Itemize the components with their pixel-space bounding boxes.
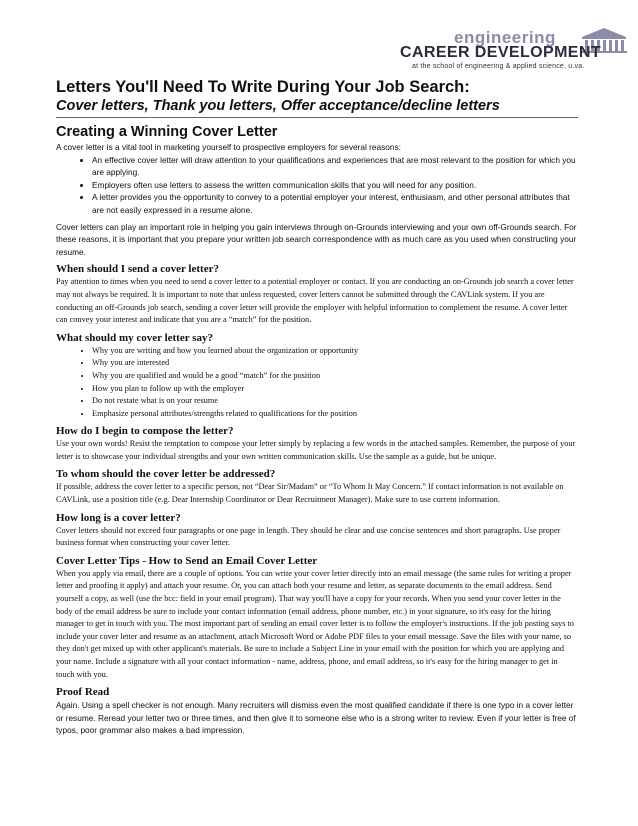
section-proof-read bbox=[56, 686, 578, 737]
section-paragraph: Pay attention to times when you need to send a cover letter to a potential employer or contact. If you are conducting an on-Grounds job search a cover letter may not always be required. It is important to note that unless requested, cover letters cannot be submitted through the CAVLink system. If you are conducting an off-Grounds job search, sending a cover letter will provide the employer with helpful information to complement the resume. A cover letter can convey your interest and indicate that you are a “match” for the position. bbox=[56, 277, 574, 325]
section-paragraph: When you apply via email, there are a couple of options. You can write your cover letter directly into an email message (the same rules for writing a proper letter and proofing it apply) and attach your resume. Or, you can attach both your resume and letter, as separate documents to the email address. Send yourself a copy, as well (use the bcc: field in your email program). That way you'll have a copy for your records. When you send your cover letter in the body of the email address be sure to include your contact information (email address, phone number, etc.) in your signature, so it's easy for the hiring manager to get in touch with you. The most important part of sending an email cover letter is to follow the employer's instructions. If the job posting says to include your cover letter and resume as an attachment, attach Microsoft Word or Adobe PDF files to your email message. Save the files with your name, so they don't get mixed up with other applicant's materials. Be sure to include a Subject Line in your email with the position for which you are applying and your name. Include a signature with all your contact information - name, address, phone, and email address, so it's easy for the hiring manager to get in touch with you. bbox=[56, 568, 574, 679]
section-heading: Creating a Winning Cover Letter bbox=[56, 124, 278, 140]
section-heading: Proof Read bbox=[56, 686, 110, 699]
list-item: • Do not restate what is on your resume bbox=[92, 395, 578, 408]
section-intro: A cover letter is a vital tool in marketing yourself to prospective employers for several reasons: bbox=[56, 142, 401, 152]
page-title: Letters You'll Need To Write During Your Job Search: bbox=[56, 78, 470, 96]
section-paragraph: Cover letters can play an important role in helping you gain interviews through on-Grounds interviewing and your own off-Grounds search. For these reasons, it is important that you prepare your written job search correspondence with as much care as you used when constructing your resume. bbox=[56, 221, 577, 257]
section-addressee bbox=[56, 468, 578, 506]
career-development-logo bbox=[394, 30, 634, 78]
reasons-list bbox=[56, 154, 578, 217]
list-item: • Emphasize personal attributes/strengths related to qualifications for the position bbox=[92, 408, 578, 421]
section-paragraph: If possible, address the cover letter to a specific person, not “Dear Sir/Madam” or “To Whom It May Concern.” If contact information is not available on CAVLink, use a position title (e.g. Dear Internship Coordinator or Dear Recruitment Manager). Make sure to use current information. bbox=[56, 482, 564, 505]
logo-line-career-development: CAREER DEVELOPMENT bbox=[400, 44, 601, 61]
content-list bbox=[56, 345, 578, 421]
section-paragraph: Cover letters should not exceed four paragraphs or one page in length. They should be clear and use concise sentences and short paragraphs. Use proper business format when constructing your cover letter. bbox=[56, 525, 561, 548]
section-heading: How long is a cover letter? bbox=[56, 511, 181, 524]
section-paragraph: Again. Using a spell checker is not enough. Many recruiters will dismiss even the most qualified candidate if there is one typo in a cover letter or resume. Reread your letter two or three times, and then give it to someone else who is a strong writer to review. Even if your letter is free of typos, poor grammar also makes a bad impression. bbox=[56, 700, 576, 736]
section-heading: How do I begin to compose the letter? bbox=[56, 425, 234, 438]
page-subtitle: Cover letters, Thank you letters, Offer acceptance/decline letters bbox=[56, 98, 500, 114]
section-when-to-send bbox=[56, 263, 578, 326]
list-item: • Why you are qualified and would be a good “match” for the position bbox=[92, 370, 578, 383]
document-body bbox=[56, 124, 578, 737]
logo-line-engineering: engineering bbox=[454, 28, 556, 47]
section-heading: When should I send a cover letter? bbox=[56, 263, 219, 276]
logo-line-school: at the school of engineering & applied science, u.va. bbox=[412, 63, 585, 70]
section-length bbox=[56, 512, 578, 550]
section-how-to-begin bbox=[56, 425, 578, 463]
section-email-tips bbox=[56, 555, 578, 681]
section-winning-cover-letter bbox=[56, 124, 578, 258]
title-divider bbox=[56, 117, 578, 118]
section-heading: To whom should the cover letter be addressed? bbox=[56, 468, 276, 481]
section-heading: What should my cover letter say? bbox=[56, 331, 213, 344]
section-paragraph: Use your own words! Resist the temptation to compose your letter simply by replacing a few words in the attached samples. Remember, the purpose of your letter is to showcase your individual strengths and your own written communication skills. Use the sample as a guide, but be unique. bbox=[56, 439, 576, 461]
list-item: • Why you are interested bbox=[92, 357, 578, 370]
list-item: • Why you are writing and how you learned about the organization or opportunity bbox=[92, 345, 578, 358]
list-item: • An effective cover letter will draw attention to your qualifications and experiences that are most relevant to the position for which you are applying. bbox=[92, 154, 578, 179]
list-item: • Employers often use letters to assess the written communication skills that you will need for any position. bbox=[92, 179, 578, 192]
list-item: • How you plan to follow up with the employer bbox=[92, 383, 578, 396]
section-what-to-say bbox=[56, 332, 578, 421]
list-item: • A letter provides you the opportunity to convey to a potential employer your interest, enthusiasm, and other personal attributes that are not easily expressed in a resume alone. bbox=[92, 191, 578, 216]
section-heading: Cover Letter Tips - How to Send an Email Cover Letter bbox=[56, 554, 318, 567]
